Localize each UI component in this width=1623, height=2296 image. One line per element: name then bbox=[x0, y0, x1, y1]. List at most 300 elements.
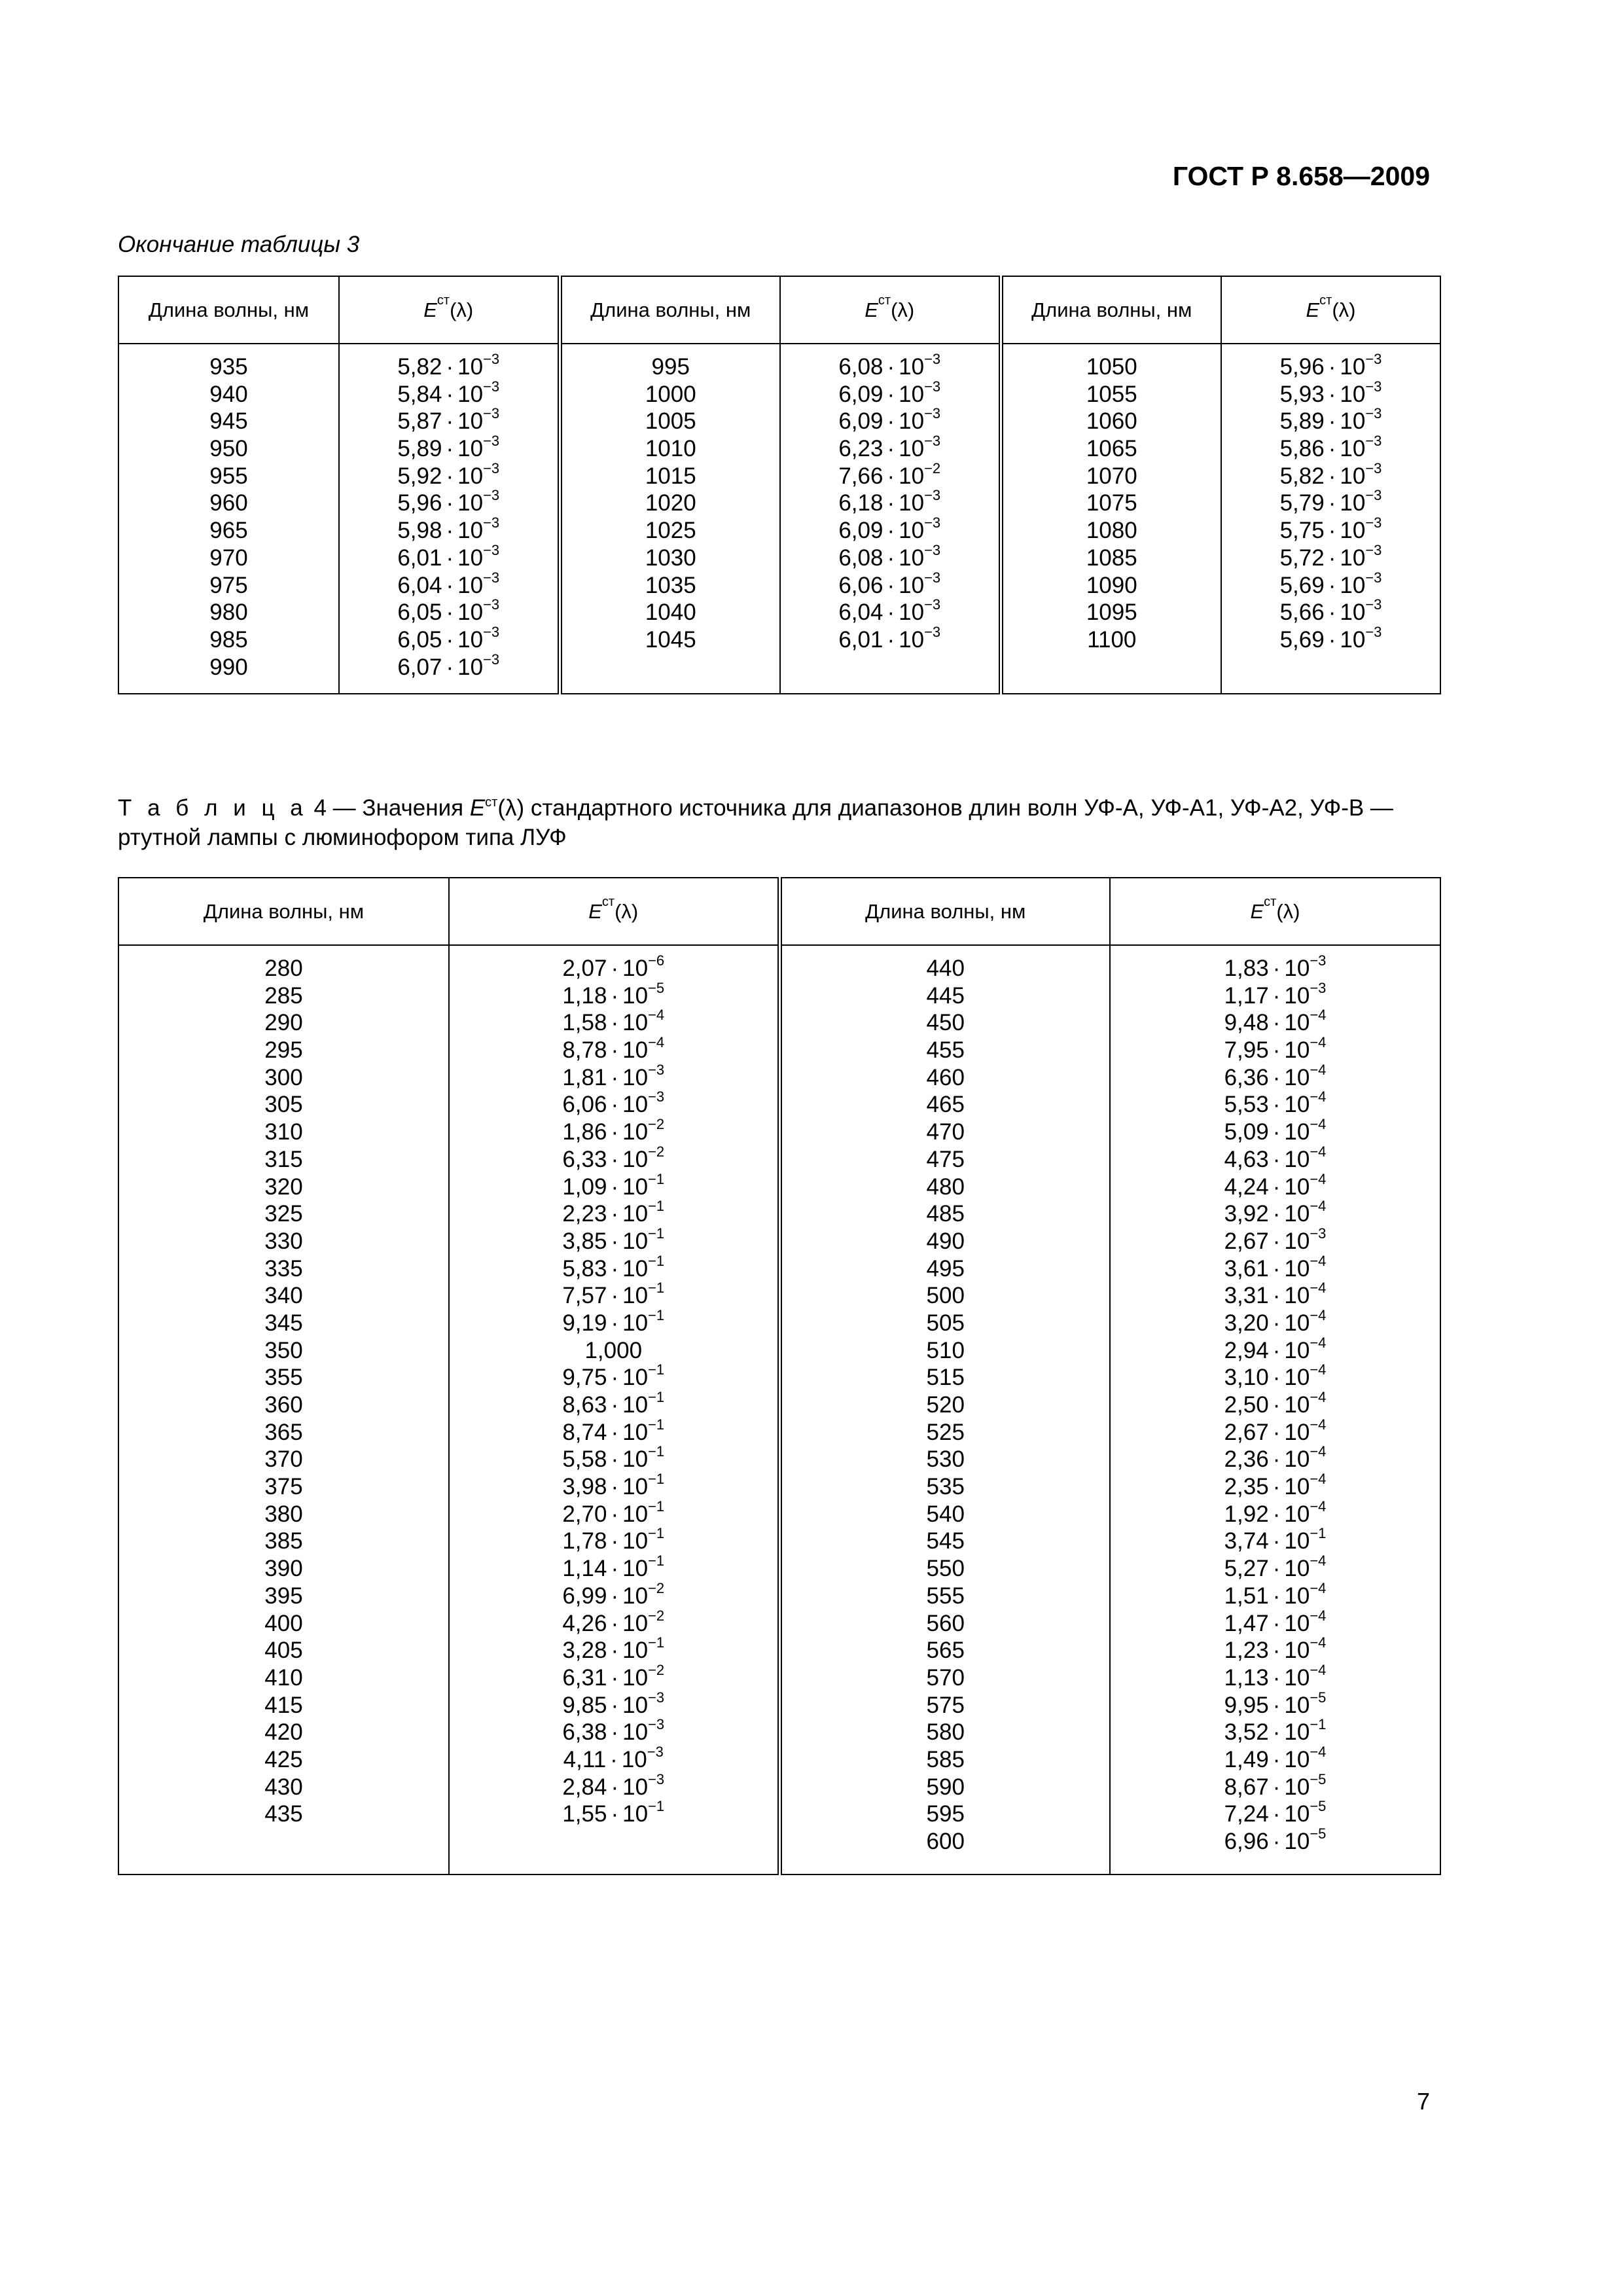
wavelength-cell: 485 bbox=[926, 1201, 965, 1227]
wavelength-cell: 1010 bbox=[645, 436, 696, 462]
t3-header-value-2 bbox=[780, 276, 1001, 344]
mantissa: 1,18 bbox=[562, 982, 607, 1009]
caption-number: 4 bbox=[313, 795, 327, 821]
mantissa: 5,27 bbox=[1224, 1556, 1269, 1582]
exponent: −3 bbox=[1365, 514, 1382, 531]
exponent: −3 bbox=[483, 569, 500, 586]
wavelength-cell: 565 bbox=[926, 1638, 965, 1664]
wavelength-cell: 1070 bbox=[1086, 463, 1137, 489]
wavelength-cell: 1100 bbox=[1087, 626, 1137, 653]
value-expression: $5,58 \cdot 10^{-1}$ bbox=[562, 1443, 665, 1473]
exponent: −1 bbox=[648, 1525, 665, 1542]
wavelength-cell: 300 bbox=[264, 1064, 303, 1090]
exponent: −1 bbox=[1310, 1716, 1327, 1733]
value-expression bbox=[584, 1337, 642, 1365]
value-expression: $5,84 \cdot 10^{-3}$ bbox=[397, 378, 500, 407]
value-expression: $1,18 \cdot 10^{-5}$ bbox=[562, 979, 665, 1009]
exponent: −3 bbox=[1365, 569, 1382, 586]
mantissa: 2,35 bbox=[1224, 1474, 1269, 1500]
wavelength-cell: 1040 bbox=[645, 600, 696, 626]
wavelength-cell: 330 bbox=[264, 1228, 303, 1254]
irradiance-value-cell bbox=[1222, 541, 1440, 572]
mantissa: 7,24 bbox=[1224, 1801, 1269, 1827]
wavelength-cell: 545 bbox=[926, 1528, 965, 1554]
value-expression: $1,92 \cdot 10^{-4}$ bbox=[1224, 1498, 1327, 1527]
t3-header-wavelength-1: Длина волны, нм bbox=[118, 276, 339, 344]
exponent: −4 bbox=[1310, 1607, 1327, 1624]
value-expression: $5,86 \cdot 10^{-3}$ bbox=[1279, 433, 1382, 462]
wavelength-cell: 950 bbox=[209, 436, 248, 462]
t3-header-value-3 bbox=[1221, 276, 1440, 344]
mantissa: 7,95 bbox=[1224, 1037, 1269, 1064]
mantissa: 5,83 bbox=[562, 1255, 607, 1282]
e-sup: ст bbox=[437, 293, 450, 308]
wavelength-cell: 1095 bbox=[1086, 600, 1137, 626]
mantissa: 5,93 bbox=[1279, 381, 1325, 407]
irradiance-value-cell bbox=[340, 353, 558, 381]
wavelength-cell: 975 bbox=[209, 572, 248, 598]
mantissa: 1,23 bbox=[1224, 1638, 1269, 1664]
value-expression: $1,13 \cdot 10^{-4}$ bbox=[1224, 1661, 1327, 1691]
mantissa: 9,95 bbox=[1224, 1692, 1269, 1718]
value-expression: $5,93 \cdot 10^{-3}$ bbox=[1279, 378, 1382, 407]
mantissa: 3,20 bbox=[1224, 1310, 1269, 1336]
irradiance-value-cell bbox=[1222, 435, 1440, 463]
mantissa: 6,05 bbox=[397, 626, 442, 653]
value-expression: $6,09 \cdot 10^{-3}$ bbox=[838, 405, 941, 435]
t4-header-wavelength-1: Длина волны, нм bbox=[118, 878, 449, 945]
exponent: −3 bbox=[483, 433, 500, 450]
exponent: −1 bbox=[648, 1471, 665, 1488]
irradiance-value-cell bbox=[781, 596, 999, 626]
value-expression: $6,07 \cdot 10^{-3}$ bbox=[397, 651, 500, 680]
wavelength-cell: 410 bbox=[264, 1664, 303, 1691]
exponent: −1 bbox=[648, 1252, 665, 1269]
wavelength-cell: 980 bbox=[209, 600, 248, 626]
irradiance-value-cell bbox=[450, 1473, 777, 1501]
irradiance-value-cell bbox=[340, 378, 558, 408]
wavelength-cell: 490 bbox=[926, 1228, 965, 1254]
value-expression: $6,05 \cdot 10^{-3}$ bbox=[397, 596, 500, 626]
value-expression: $9,75 \cdot 10^{-1}$ bbox=[562, 1361, 665, 1391]
value-expression: $5,69 \cdot 10^{-3}$ bbox=[1279, 569, 1382, 598]
irradiance-value-cell bbox=[450, 1034, 777, 1064]
mantissa: 4,24 bbox=[1224, 1174, 1269, 1200]
page-number: 7 bbox=[1416, 2088, 1430, 2115]
value-expression: $3,92 \cdot 10^{-4}$ bbox=[1224, 1198, 1327, 1227]
table-3-continuation bbox=[118, 276, 1441, 694]
irradiance-value-cell bbox=[450, 1361, 777, 1391]
irradiance-value-cell bbox=[1111, 1034, 1440, 1064]
wavelength-cell: 990 bbox=[209, 654, 248, 680]
value-expression: $5,72 \cdot 10^{-3}$ bbox=[1279, 541, 1382, 571]
mantissa: 2,67 bbox=[1224, 1228, 1269, 1254]
value-expression: $6,31 \cdot 10^{-2}$ bbox=[562, 1661, 665, 1691]
irradiance-value-cell bbox=[450, 1689, 777, 1719]
irradiance-value-cell bbox=[1111, 1770, 1440, 1801]
irradiance-value-cell bbox=[340, 623, 558, 654]
value-expression: $8,67 \cdot 10^{-5}$ bbox=[1224, 1770, 1327, 1800]
irradiance-value-cell bbox=[1111, 1200, 1440, 1228]
wavelength-cell: 965 bbox=[209, 518, 248, 544]
irradiance-value-cell bbox=[450, 1337, 777, 1365]
value-expression: $5,89 \cdot 10^{-3}$ bbox=[1279, 405, 1382, 435]
mantissa: 1,47 bbox=[1224, 1610, 1269, 1636]
value-expression: $3,52 \cdot 10^{-1}$ bbox=[1224, 1716, 1327, 1746]
irradiance-value-cell bbox=[1111, 1607, 1440, 1638]
irradiance-value-cell bbox=[450, 1116, 777, 1146]
mantissa: 6,09 bbox=[838, 408, 883, 435]
value-expression: $8,63 \cdot 10^{-1}$ bbox=[562, 1389, 665, 1418]
value-expression: $5,27 \cdot 10^{-4}$ bbox=[1224, 1552, 1327, 1582]
mantissa: 1,83 bbox=[1224, 956, 1269, 981]
caption-text-2: (λ) стандартного источника для диапазонов длин волн УФ-А, УФ-А1, УФ-А2, УФ-В — bbox=[497, 795, 1393, 821]
wavelength-cell: 305 bbox=[264, 1092, 303, 1118]
t4-header-value-1 bbox=[449, 878, 779, 945]
value-expression: $3,98 \cdot 10^{-1}$ bbox=[562, 1471, 665, 1500]
wavelength-cell: 985 bbox=[209, 626, 248, 653]
value-expression: $6,01 \cdot 10^{-3}$ bbox=[838, 623, 941, 653]
value-expression: $1,23 \cdot 10^{-4}$ bbox=[1224, 1634, 1327, 1664]
wavelength-cell: 335 bbox=[264, 1255, 303, 1282]
wavelength-cell: 530 bbox=[926, 1446, 965, 1473]
value-expression: $2,07 \cdot 10^{-6}$ bbox=[562, 952, 665, 981]
exponent: −1 bbox=[1310, 1525, 1327, 1542]
wavelength-cell: 325 bbox=[264, 1201, 303, 1227]
value-expression: $6,05 \cdot 10^{-3}$ bbox=[397, 623, 500, 653]
t4-value-col-1 bbox=[449, 945, 779, 1874]
value-expression: $5,83 \cdot 10^{-1}$ bbox=[562, 1252, 665, 1282]
mantissa: 6,07 bbox=[397, 654, 442, 680]
exponent: −3 bbox=[1365, 459, 1382, 476]
wavelength-cell: 1015 bbox=[645, 463, 696, 489]
wavelength-cell: 420 bbox=[264, 1719, 303, 1746]
value-expression: $5,89 \cdot 10^{-3}$ bbox=[397, 433, 500, 462]
wavelength-cell: 440 bbox=[926, 956, 965, 981]
mantissa: 6,38 bbox=[562, 1719, 607, 1746]
irradiance-value-cell bbox=[450, 1443, 777, 1473]
wavelength-cell: 445 bbox=[926, 982, 965, 1009]
exponent: −6 bbox=[648, 952, 665, 969]
mantissa: 5,72 bbox=[1279, 545, 1325, 571]
value-expression: $9,95 \cdot 10^{-5}$ bbox=[1224, 1689, 1327, 1718]
mantissa: 5,96 bbox=[1279, 354, 1325, 380]
exponent: −4 bbox=[1310, 1552, 1327, 1570]
exponent: −3 bbox=[483, 541, 500, 558]
irradiance-value-cell bbox=[450, 1252, 777, 1283]
exponent: −3 bbox=[1365, 405, 1382, 422]
wavelength-cell: 960 bbox=[209, 490, 248, 516]
wavelength-cell: 555 bbox=[926, 1583, 965, 1609]
mantissa: 3,52 bbox=[1224, 1719, 1269, 1746]
exponent: −1 bbox=[648, 1498, 665, 1515]
t3-header-value-1 bbox=[339, 276, 560, 344]
mantissa: 1,81 bbox=[562, 1064, 607, 1090]
mantissa: 1,17 bbox=[1224, 982, 1269, 1009]
mantissa: 1,78 bbox=[562, 1528, 607, 1554]
mantissa: 2,36 bbox=[1224, 1446, 1269, 1473]
value-expression: $3,10 \cdot 10^{-4}$ bbox=[1224, 1361, 1327, 1391]
irradiance-value-cell bbox=[340, 405, 558, 435]
wavelength-cell: 550 bbox=[926, 1556, 965, 1582]
mantissa: 5,09 bbox=[1224, 1119, 1269, 1145]
mantissa: 5,69 bbox=[1279, 572, 1325, 598]
wavelength-cell: 475 bbox=[926, 1146, 965, 1172]
wavelength-cell: 515 bbox=[926, 1365, 965, 1391]
mantissa: 9,85 bbox=[562, 1692, 607, 1718]
value-expression: $9,19 \cdot 10^{-1}$ bbox=[562, 1306, 665, 1336]
value-expression: $6,99 \cdot 10^{-2}$ bbox=[562, 1579, 665, 1609]
irradiance-value-cell bbox=[450, 1282, 777, 1310]
mantissa: 6,18 bbox=[838, 490, 883, 516]
value-expression: $4,11 \cdot 10^{-3}$ bbox=[563, 1743, 664, 1772]
e-sup: ст bbox=[878, 293, 891, 308]
irradiance-value-cell bbox=[1111, 1443, 1440, 1473]
mantissa: 3,28 bbox=[562, 1638, 607, 1664]
wavelength-cell: 595 bbox=[926, 1801, 965, 1827]
exponent: −3 bbox=[1365, 596, 1382, 613]
irradiance-value-cell bbox=[1111, 1743, 1440, 1774]
standard-id: ГОСТ Р 8.658—2009 bbox=[1172, 161, 1430, 191]
exponent: −3 bbox=[483, 596, 500, 613]
value-expression: $3,74 \cdot 10^{-1}$ bbox=[1224, 1525, 1327, 1554]
wavelength-cell: 500 bbox=[926, 1283, 965, 1309]
e-arg: (λ) bbox=[891, 298, 915, 321]
wavelength-cell: 495 bbox=[926, 1255, 965, 1282]
irradiance-value-cell bbox=[450, 952, 777, 982]
exponent: −3 bbox=[483, 378, 500, 395]
exponent: −3 bbox=[1365, 433, 1382, 450]
mantissa: 6,06 bbox=[838, 572, 883, 598]
irradiance-value-cell bbox=[781, 541, 999, 572]
irradiance-value-cell bbox=[340, 541, 558, 572]
wavelength-cell: 1055 bbox=[1086, 381, 1137, 407]
exponent: −3 bbox=[924, 596, 941, 613]
irradiance-value-cell bbox=[1111, 1661, 1440, 1692]
exponent: −4 bbox=[1310, 1579, 1327, 1596]
irradiance-value-cell bbox=[450, 1009, 777, 1037]
exponent: −1 bbox=[648, 1225, 665, 1242]
exponent: −3 bbox=[924, 433, 941, 450]
value-expression: $6,06 \cdot 10^{-3}$ bbox=[838, 569, 941, 598]
irradiance-value-cell bbox=[1111, 1689, 1440, 1719]
exponent: −1 bbox=[648, 1170, 665, 1187]
exponent: −3 bbox=[1310, 1225, 1327, 1242]
t4-header-value-2 bbox=[1110, 878, 1440, 945]
irradiance-value-cell bbox=[1111, 1306, 1440, 1337]
exponent: −3 bbox=[648, 1088, 665, 1105]
mantissa: 5,98 bbox=[397, 518, 442, 544]
mantissa: 1,92 bbox=[1224, 1501, 1269, 1527]
wavelength-cell: 1090 bbox=[1086, 572, 1137, 598]
e-arg: (λ) bbox=[450, 298, 474, 321]
exponent: −3 bbox=[648, 1061, 665, 1078]
exponent: −3 bbox=[483, 514, 500, 531]
irradiance-value-cell bbox=[450, 1661, 777, 1692]
value-expression: $5,75 \cdot 10^{-3}$ bbox=[1279, 514, 1382, 544]
irradiance-value-cell bbox=[781, 623, 999, 654]
e-sup: ст bbox=[1264, 894, 1277, 909]
continuation-caption: Окончание таблицы 3 bbox=[118, 232, 360, 257]
irradiance-value-cell bbox=[1111, 1143, 1440, 1174]
exponent: −1 bbox=[648, 1443, 665, 1460]
wavelength-cell: 460 bbox=[926, 1064, 965, 1090]
value-expression: $5,96 \cdot 10^{-3}$ bbox=[1279, 351, 1382, 380]
wavelength-cell: 510 bbox=[926, 1337, 965, 1363]
wavelength-cell: 480 bbox=[926, 1174, 965, 1200]
wavelength-cell: 1075 bbox=[1086, 490, 1137, 516]
value-expression: $6,33 \cdot 10^{-2}$ bbox=[562, 1143, 665, 1172]
irradiance-value-cell bbox=[450, 1770, 777, 1801]
irradiance-value-cell bbox=[1111, 1282, 1440, 1310]
table-4-caption bbox=[118, 793, 1440, 852]
value-expression: $7,66 \cdot 10^{-2}$ bbox=[838, 459, 941, 489]
mantissa: 3,61 bbox=[1224, 1255, 1269, 1282]
wavelength-cell: 1000 bbox=[645, 381, 696, 407]
mantissa: 8,67 bbox=[1224, 1774, 1269, 1800]
mantissa: 1,000 bbox=[584, 1337, 643, 1363]
irradiance-value-cell bbox=[1111, 1634, 1440, 1664]
mantissa: 4,63 bbox=[1224, 1146, 1269, 1172]
value-expression: $2,23 \cdot 10^{-1}$ bbox=[562, 1198, 665, 1227]
exponent: −4 bbox=[1310, 1661, 1327, 1678]
value-expression: $7,95 \cdot 10^{-4}$ bbox=[1224, 1034, 1327, 1064]
value-expression: $6,08 \cdot 10^{-3}$ bbox=[838, 351, 941, 380]
exponent: −3 bbox=[1365, 487, 1382, 504]
exponent: −5 bbox=[1310, 1770, 1327, 1787]
value-expression: $1,86 \cdot 10^{-2}$ bbox=[562, 1116, 665, 1145]
exponent: −3 bbox=[483, 459, 500, 476]
value-expression: $6,09 \cdot 10^{-3}$ bbox=[838, 514, 941, 544]
exponent: −4 bbox=[1310, 1471, 1327, 1488]
mantissa: 1,51 bbox=[1224, 1583, 1269, 1609]
exponent: −1 bbox=[648, 1389, 665, 1405]
irradiance-value-cell bbox=[450, 1634, 777, 1664]
wavelength-cell: 585 bbox=[926, 1746, 965, 1772]
irradiance-value-cell bbox=[1111, 1716, 1440, 1746]
t3-value-col-1 bbox=[339, 344, 560, 694]
irradiance-value-cell bbox=[450, 1579, 777, 1610]
irradiance-value-cell bbox=[1111, 1009, 1440, 1037]
irradiance-value-cell bbox=[1111, 1391, 1440, 1419]
exponent: −4 bbox=[1310, 1143, 1327, 1160]
value-expression: $5,82 \cdot 10^{-3}$ bbox=[1279, 459, 1382, 489]
wavelength-cell: 505 bbox=[926, 1310, 965, 1336]
mantissa: 5,58 bbox=[562, 1446, 607, 1473]
mantissa: 1,86 bbox=[562, 1119, 607, 1145]
exponent: −3 bbox=[924, 487, 941, 504]
irradiance-value-cell bbox=[340, 596, 558, 626]
irradiance-value-cell bbox=[781, 378, 999, 408]
irradiance-value-cell bbox=[450, 1225, 777, 1255]
value-expression: $5,69 \cdot 10^{-3}$ bbox=[1279, 623, 1382, 653]
mantissa: 3,92 bbox=[1224, 1201, 1269, 1227]
mantissa: 5,92 bbox=[397, 463, 442, 489]
exponent: −2 bbox=[648, 1116, 665, 1133]
mantissa: 5,89 bbox=[1279, 408, 1325, 435]
t4-wavelength-col-1 bbox=[118, 945, 449, 1874]
exponent: −4 bbox=[648, 1007, 665, 1024]
mantissa: 6,06 bbox=[562, 1092, 607, 1118]
irradiance-value-cell bbox=[1111, 1252, 1440, 1283]
value-expression: $5,82 \cdot 10^{-3}$ bbox=[397, 351, 500, 380]
value-expression: $3,20 \cdot 10^{-4}$ bbox=[1224, 1306, 1327, 1336]
value-expression: $1,14 \cdot 10^{-1}$ bbox=[562, 1552, 665, 1582]
wavelength-cell: 315 bbox=[264, 1146, 303, 1172]
e-sup: ст bbox=[1319, 293, 1332, 308]
caption-symbol: E bbox=[469, 795, 486, 821]
irradiance-value-cell bbox=[450, 1391, 777, 1419]
irradiance-value-cell bbox=[1111, 1116, 1440, 1146]
exponent: −4 bbox=[1310, 1416, 1327, 1433]
irradiance-value-cell bbox=[1222, 569, 1440, 600]
value-expression: $1,83 \cdot 10^{-3}$ bbox=[1224, 952, 1327, 981]
exponent: −3 bbox=[1365, 378, 1382, 395]
mantissa: 7,66 bbox=[838, 463, 883, 489]
irradiance-value-cell bbox=[781, 405, 999, 435]
mantissa: 4,11 bbox=[563, 1746, 607, 1772]
wavelength-cell: 560 bbox=[926, 1610, 965, 1636]
wavelength-cell: 535 bbox=[926, 1474, 965, 1500]
mantissa: 6,23 bbox=[838, 436, 883, 462]
wavelength-cell: 1035 bbox=[645, 572, 696, 598]
mantissa: 5,96 bbox=[397, 490, 442, 516]
value-expression: $3,85 \cdot 10^{-1}$ bbox=[562, 1225, 665, 1254]
value-expression: $7,57 \cdot 10^{-1}$ bbox=[562, 1280, 665, 1309]
irradiance-value-cell bbox=[1222, 514, 1440, 545]
wavelength-cell: 1020 bbox=[645, 490, 696, 516]
mantissa: 6,01 bbox=[838, 626, 883, 653]
value-expression: $3,31 \cdot 10^{-4}$ bbox=[1224, 1280, 1327, 1309]
exponent: −3 bbox=[924, 569, 941, 586]
exponent: −3 bbox=[483, 623, 500, 640]
wavelength-cell: 355 bbox=[264, 1365, 303, 1391]
mantissa: 2,84 bbox=[562, 1774, 607, 1800]
irradiance-value-cell bbox=[1111, 1473, 1440, 1501]
irradiance-value-cell bbox=[1111, 1088, 1440, 1119]
exponent: −3 bbox=[1310, 979, 1327, 996]
irradiance-value-cell bbox=[1111, 979, 1440, 1010]
mantissa: 1,49 bbox=[1224, 1746, 1269, 1772]
exponent: −3 bbox=[924, 405, 941, 422]
value-expression: $9,85 \cdot 10^{-3}$ bbox=[562, 1689, 665, 1718]
irradiance-value-cell bbox=[450, 1552, 777, 1583]
irradiance-value-cell bbox=[1222, 596, 1440, 626]
t3-header-wavelength-2: Длина волны, нм bbox=[560, 276, 780, 344]
irradiance-value-cell bbox=[340, 487, 558, 517]
irradiance-value-cell bbox=[450, 1170, 777, 1201]
mantissa: 2,07 bbox=[562, 956, 607, 981]
mantissa: 9,48 bbox=[1224, 1010, 1269, 1036]
irradiance-value-cell bbox=[340, 459, 558, 490]
value-expression: $4,63 \cdot 10^{-4}$ bbox=[1224, 1143, 1327, 1172]
mantissa: 5,75 bbox=[1279, 518, 1325, 544]
exponent: −1 bbox=[648, 1280, 665, 1297]
mantissa: 5,82 bbox=[1279, 463, 1325, 489]
exponent: −4 bbox=[1310, 1498, 1327, 1515]
mantissa: 6,99 bbox=[562, 1583, 607, 1609]
value-expression: $1,51 \cdot 10^{-4}$ bbox=[1224, 1579, 1327, 1609]
wavelength-cell: 365 bbox=[264, 1419, 303, 1445]
value-expression: $6,38 \cdot 10^{-3}$ bbox=[562, 1716, 665, 1746]
mantissa: 5,86 bbox=[1279, 436, 1325, 462]
value-expression: $6,06 \cdot 10^{-3}$ bbox=[562, 1088, 665, 1118]
wavelength-cell: 360 bbox=[264, 1392, 303, 1418]
wavelength-cell: 455 bbox=[926, 1037, 965, 1064]
value-expression: $8,78 \cdot 10^{-4}$ bbox=[562, 1034, 665, 1064]
mantissa: 6,08 bbox=[838, 354, 883, 380]
irradiance-value-cell bbox=[781, 435, 999, 463]
